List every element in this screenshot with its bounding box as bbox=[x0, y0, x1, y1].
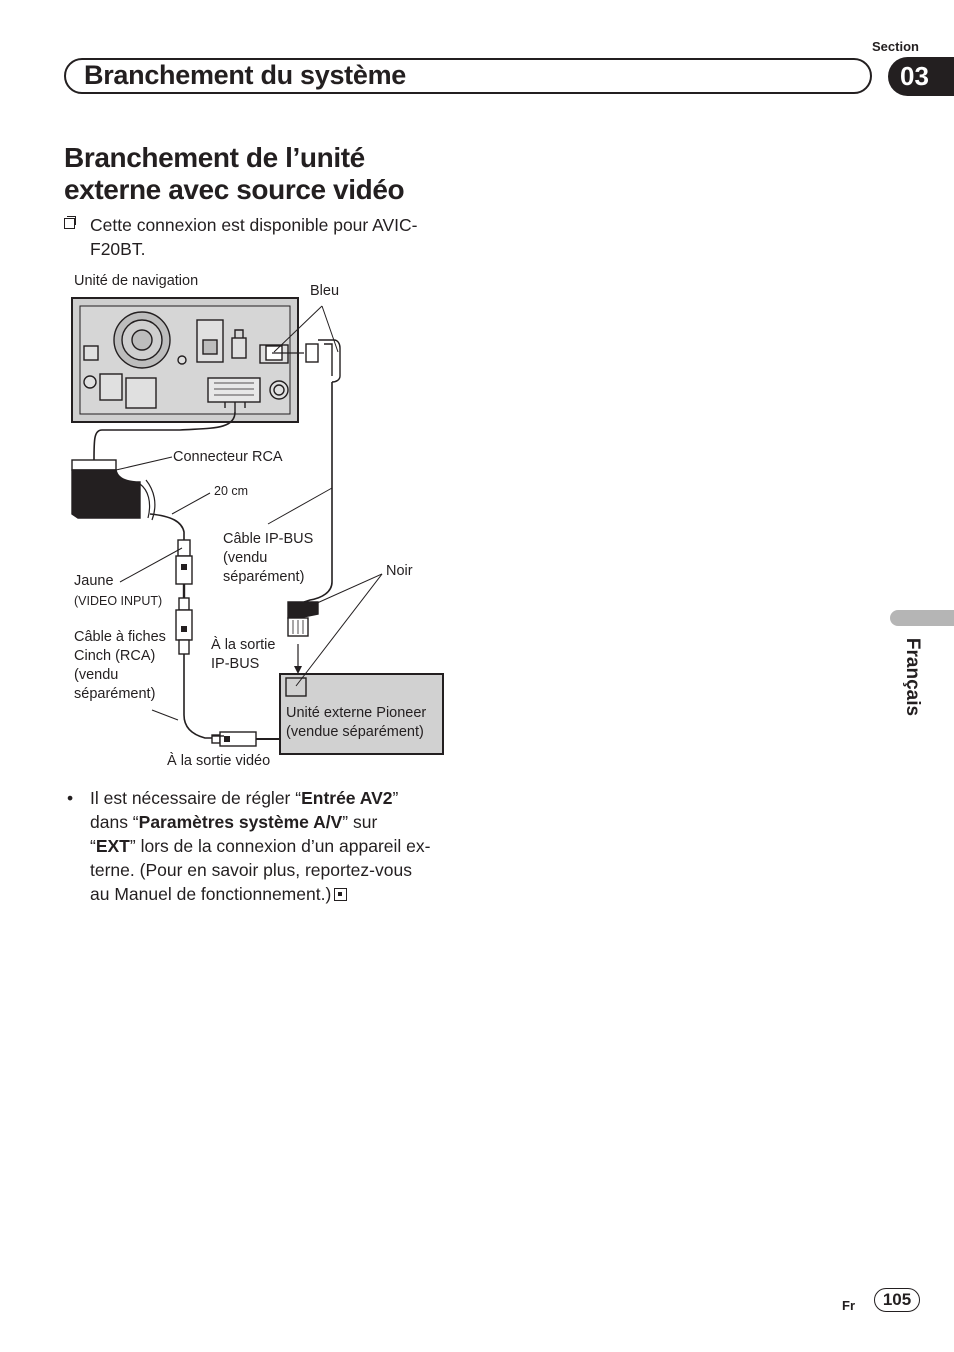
settings-bullet bbox=[64, 786, 459, 906]
section-label: Section bbox=[872, 39, 919, 54]
label-ipbus-output bbox=[211, 636, 275, 674]
heading-line-2: externe avec source vidéo bbox=[64, 174, 405, 205]
label-black: Noir bbox=[386, 563, 413, 579]
label-rca-cable-line-4: séparément) bbox=[74, 686, 156, 702]
bullet-line-4: terne. (Pour en savoir plus, reportez-vous bbox=[90, 860, 412, 880]
availability-note bbox=[64, 213, 454, 261]
bullet-line-1: Il est nécessaire de régler “Entrée AV2” bbox=[90, 788, 399, 808]
label-video-input: (VIDEO INPUT) bbox=[74, 594, 163, 608]
label-external-unit bbox=[286, 704, 426, 742]
heading-line-1: Branchement de l’unité bbox=[64, 142, 365, 173]
setting-av2: Entrée AV2 bbox=[301, 788, 393, 808]
label-external-unit-line-2: (vendue séparément) bbox=[286, 724, 424, 740]
bullet-line-3: “EXT” lors de la connexion d’un appareil ex- bbox=[90, 836, 431, 856]
label-ipbus-output-line-2: IP-BUS bbox=[211, 656, 260, 672]
end-of-section-icon bbox=[334, 888, 347, 901]
setting-ext: EXT bbox=[95, 836, 130, 856]
label-length: 20 cm bbox=[214, 484, 249, 498]
label-nav-unit: Unité de navigation bbox=[74, 273, 199, 289]
checkbox-icon bbox=[64, 218, 75, 229]
label-rca-cable-line-3: (vendu bbox=[74, 667, 119, 683]
label-ipbus-output-line-1: À la sortie bbox=[211, 637, 276, 653]
label-ipbus-cable-line-3: séparément) bbox=[223, 569, 305, 585]
note-line-2: F20BT. bbox=[90, 239, 146, 259]
bullet-dot: • bbox=[67, 788, 74, 808]
setting-av-system: Paramètres système A/V bbox=[138, 812, 343, 832]
bullet-line-5: au Manuel de fonctionnement.) bbox=[90, 882, 459, 906]
label-ipbus-cable-line-2: (vendu bbox=[223, 550, 268, 566]
page-number: 105 bbox=[874, 1288, 920, 1312]
bullet-line-2: dans “Paramètres système A/V” sur bbox=[90, 812, 378, 832]
label-rca-connector: Connecteur RCA bbox=[173, 449, 283, 465]
label-external-unit-line-1: Unité externe Pioneer bbox=[286, 705, 427, 721]
label-ipbus-cable bbox=[223, 530, 313, 587]
footer-language: Fr bbox=[842, 1298, 855, 1313]
page-heading bbox=[64, 142, 484, 206]
label-rca-cable-line-1: Câble à fiches bbox=[74, 629, 166, 645]
wiring-diagram bbox=[60, 270, 460, 780]
section-title: Branchement du système bbox=[84, 60, 407, 90]
language-label: Français bbox=[902, 637, 923, 717]
note-line-1: Cette connexion est disponible pour AVIC- bbox=[90, 215, 418, 235]
section-number-badge: 03 bbox=[888, 57, 954, 96]
label-yellow: Jaune bbox=[74, 573, 114, 589]
label-blue: Bleu bbox=[310, 283, 340, 299]
label-rca-cable bbox=[74, 628, 166, 704]
label-video-output: À la sortie vidéo bbox=[167, 753, 271, 769]
label-rca-cable-line-2: Cinch (RCA) bbox=[74, 648, 156, 664]
label-ipbus-cable-line-1: Câble IP-BUS bbox=[223, 531, 314, 547]
